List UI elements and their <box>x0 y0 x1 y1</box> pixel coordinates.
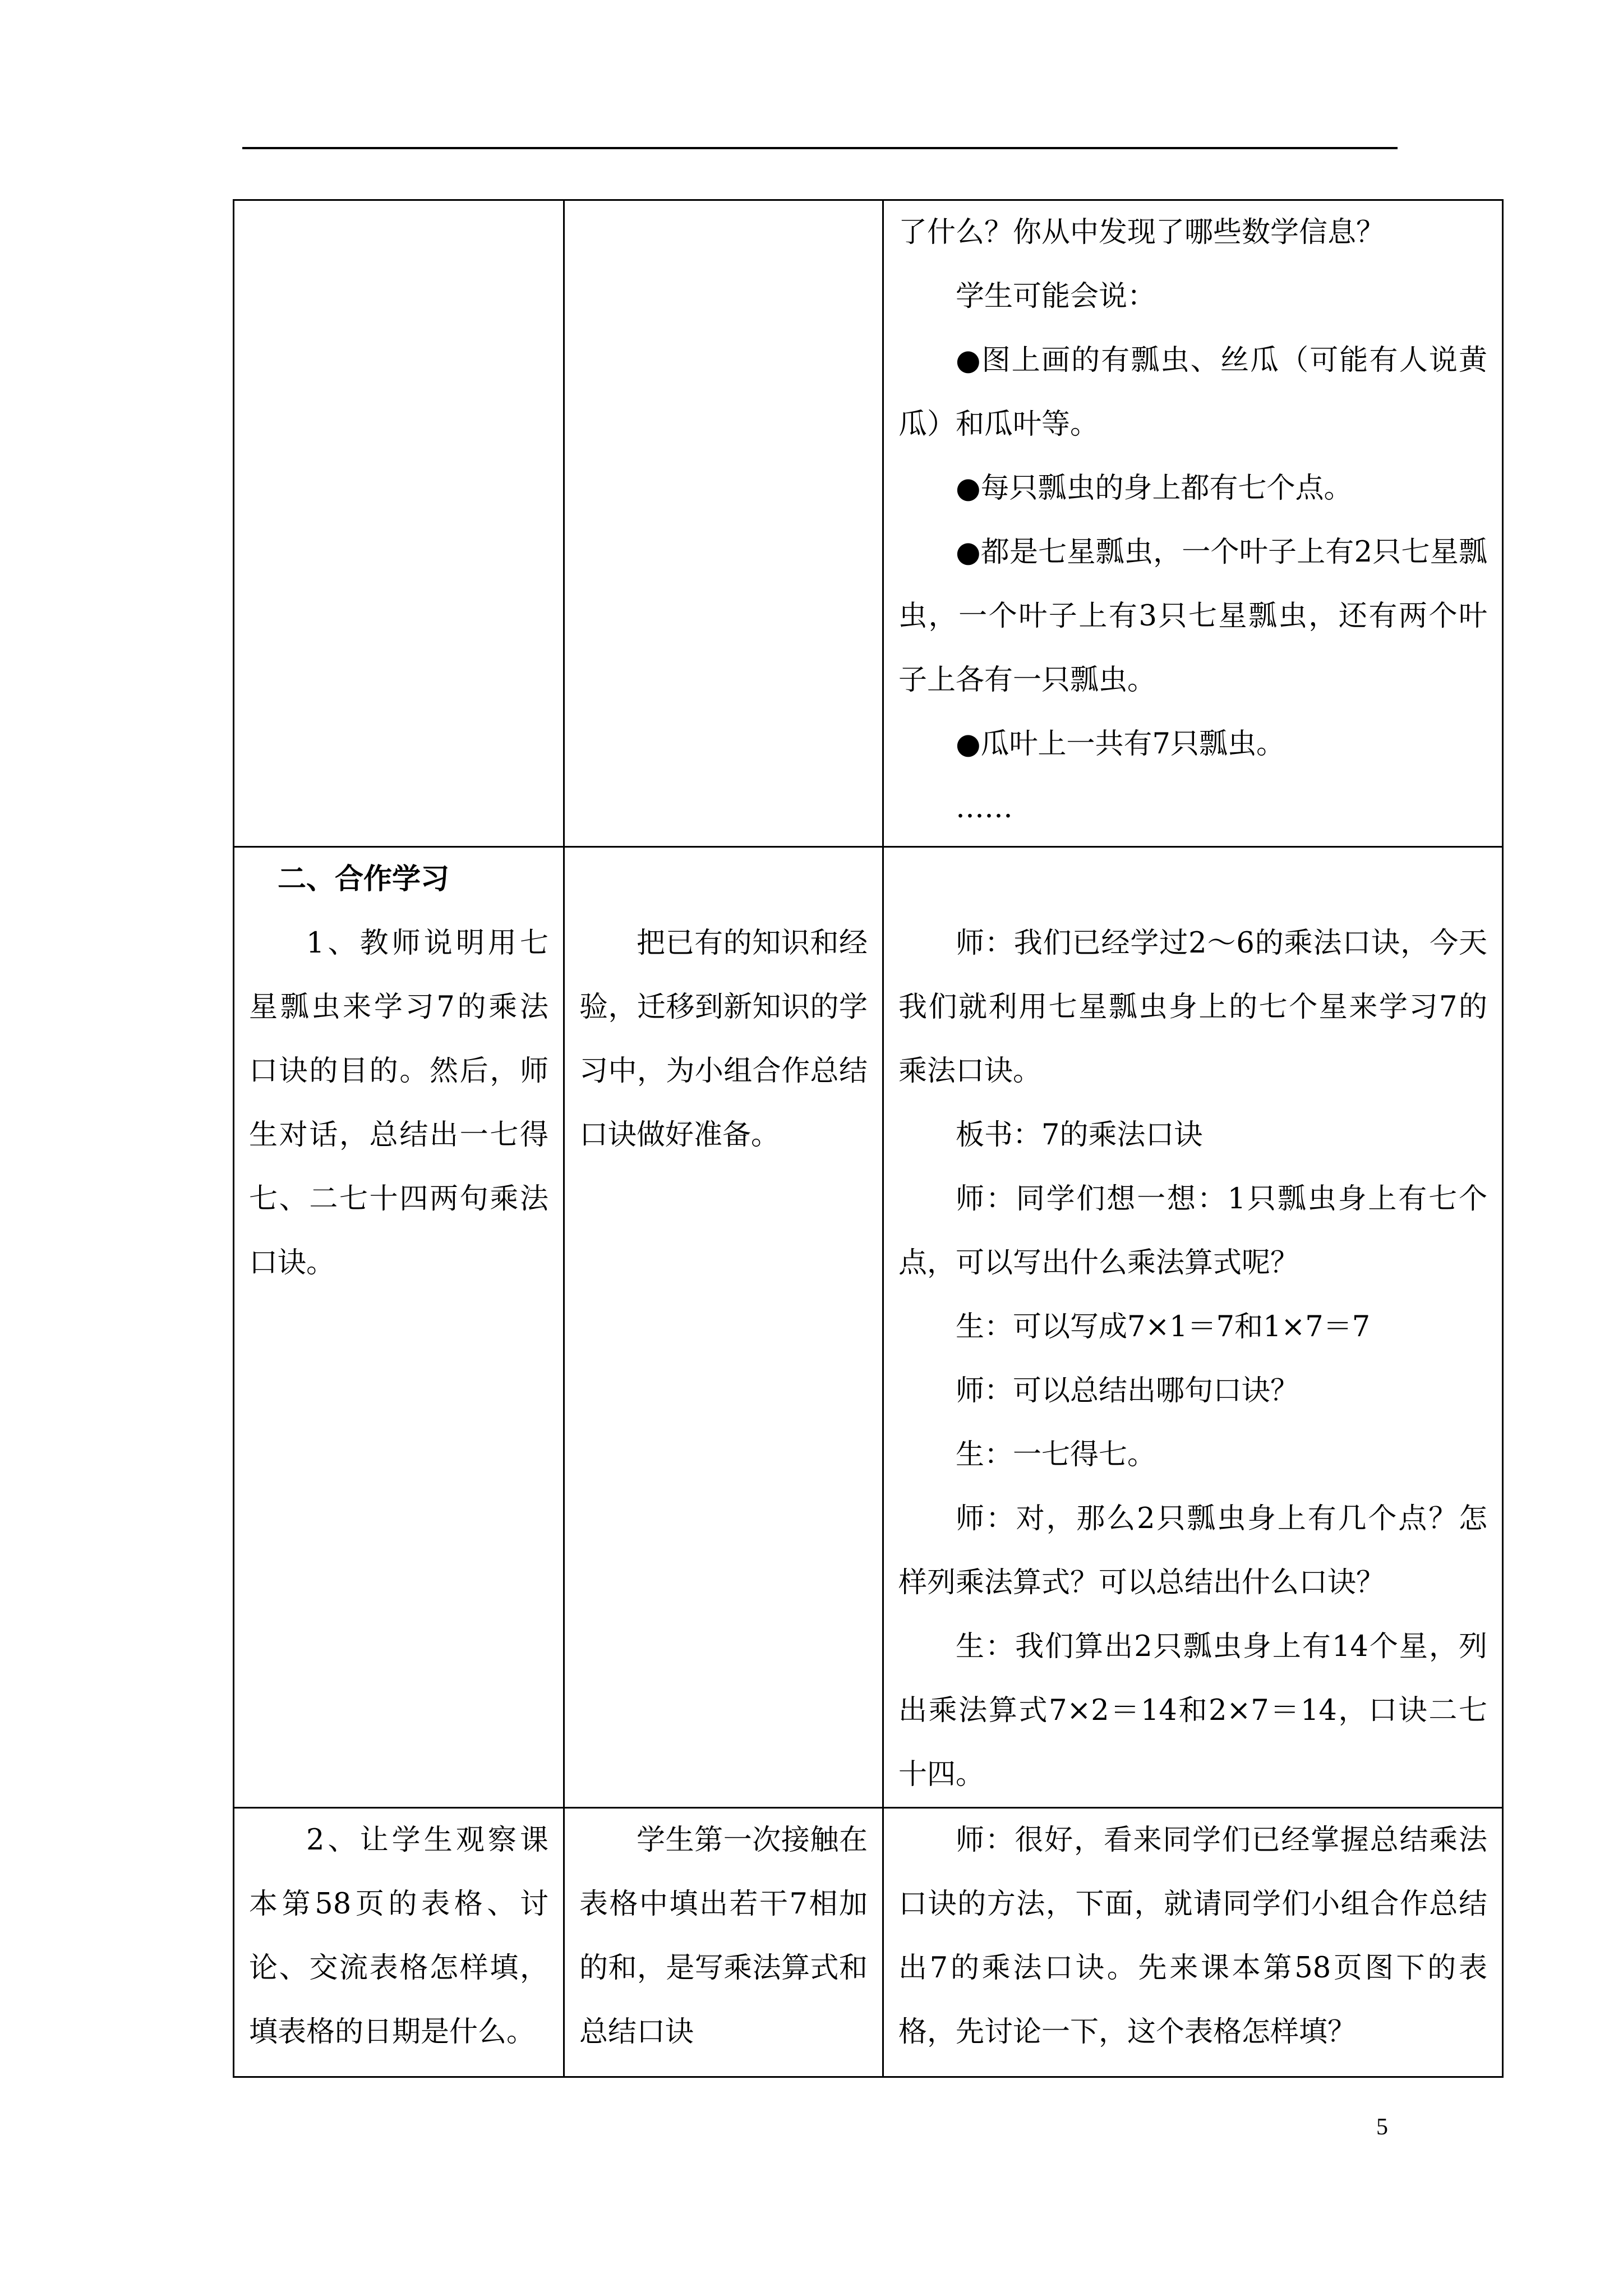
table-cell-activity <box>234 1808 564 2077</box>
table-cell-empty <box>234 200 564 847</box>
table-cell-process <box>883 200 1503 847</box>
paragraph: 生：可以写成7×1＝7和1×7＝7 <box>956 1310 1371 1343</box>
paragraph: 师：对，那么2只瓢虫身上有几个点？怎样列乘法算式？可以总结出什么口诀？ <box>898 1502 1487 1599</box>
table-row <box>234 200 1503 847</box>
paragraph: 师：同学们想一想：1只瓢虫身上有七个点，可以写出什么乘法算式呢？ <box>898 1182 1487 1280</box>
table-cell-intent <box>564 1808 883 2077</box>
paragraph: …… <box>956 792 1013 825</box>
table-row <box>234 847 1503 1808</box>
paragraph: 生：我们算出2只瓢虫身上有14个星，列出乘法算式7×2＝14和2×7＝14，口诀二七十四。 <box>898 1630 1487 1791</box>
table-row <box>234 1808 1503 2077</box>
paragraph: 把已有的知识和经验，迁移到新知识的学习中，为小组合作总结口诀做好准备。 <box>579 927 868 1152</box>
paragraph: ●瓜叶上一共有7只瓢虫。 <box>956 728 1285 761</box>
paragraph: 板书：7的乘法口诀 <box>956 1119 1203 1152</box>
paragraph: 师：很好，看来同学们已经掌握总结乘法口诀的方法，下面，就请同学们小组合作总结出7的乘法口诀。先来课本第58页图下的表格，先讨论一下，这个表格怎样填？ <box>898 1824 1487 2049</box>
page-number: 5 <box>1376 2114 1388 2140</box>
paragraph: 1、教师说明用七星瓢虫来学习7的乘法口诀的目的。然后，师生对话，总结出一七得七、二七十四两句乘法口诀。 <box>249 927 548 1280</box>
table-cell-intent <box>564 847 883 1808</box>
paragraph: 了什么？你从中发现了哪些数学信息？ <box>898 216 1385 249</box>
paragraph: 学生可能会说： <box>956 280 1156 313</box>
table-cell-empty <box>564 200 883 847</box>
paragraph: 2、让学生观察课本第58页的表格、讨论、交流表格怎样填，填表格的日期是什么。 <box>249 1824 548 2049</box>
paragraph: 学生第一次接触在表格中填出若干7相加的和，是写乘法算式和总结口诀 <box>579 1824 868 2049</box>
table-cell-activity <box>234 847 564 1808</box>
table-cell-process <box>883 847 1503 1808</box>
paragraph: 师：我们已经学过2～6的乘法口诀，今天我们就利用七星瓢虫身上的七个星来学习7的乘法口诀。 <box>898 927 1487 1088</box>
section-heading: 二、合作学习 <box>278 863 450 896</box>
table-cell-process <box>883 1808 1503 2077</box>
lesson-table <box>233 199 1504 2078</box>
paragraph: ●每只瓢虫的身上都有七个点。 <box>956 472 1353 505</box>
paragraph: ●图上画的有瓢虫、丝瓜（可能有人说黄瓜）和瓜叶等。 <box>898 344 1487 441</box>
paragraph: ●都是七星瓢虫，一个叶子上有2只七星瓢虫，一个叶子上有3只七星瓢虫，还有两个叶子上各有一只瓢虫。 <box>898 536 1487 697</box>
header-rule <box>242 147 1398 149</box>
paragraph: 师：可以总结出哪句口诀？ <box>956 1374 1299 1407</box>
paragraph: 生：一七得七。 <box>956 1438 1156 1471</box>
